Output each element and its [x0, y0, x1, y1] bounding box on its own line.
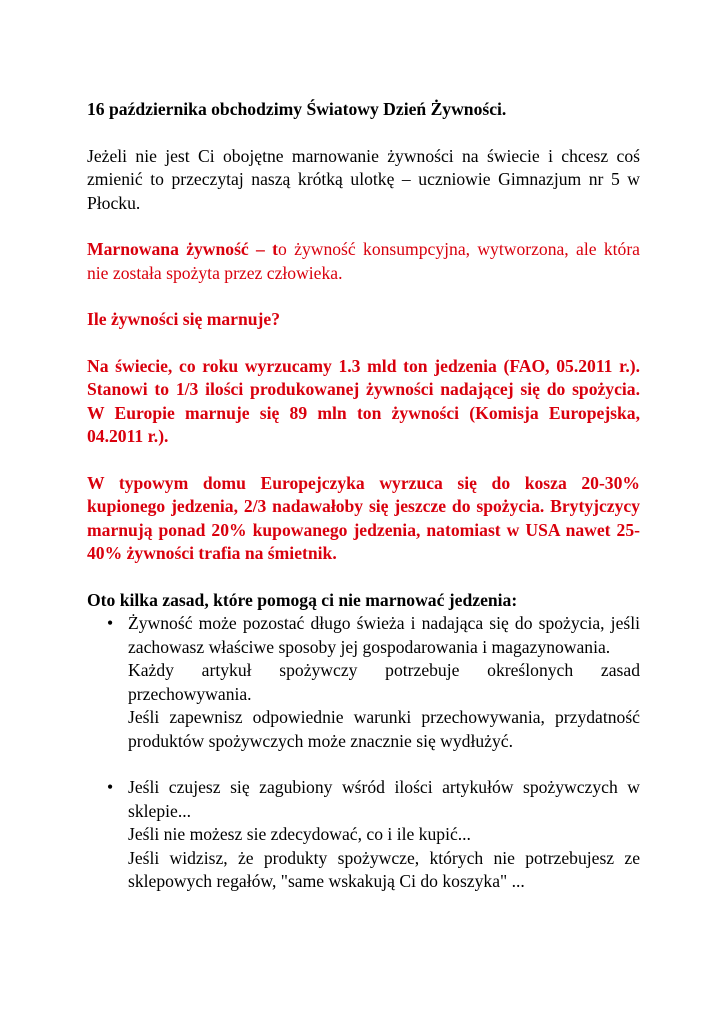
list-item [87, 776, 640, 894]
definition-term: Marnowana żywność – t [87, 239, 279, 259]
document-page [87, 98, 640, 894]
stats-household-paragraph: W typowym domu Europejczyka wyrzuca się do kosza 20-30% kupionego jedzenia, 2/3 nadawałoby się jeszcze do spożycia. Brytyjczycy marnują ponad 20% kupowanego jedzenia, natomiast w USA nawet 25-40% żywności trafia na śmietnik. [87, 472, 640, 563]
list-item-line: Jeśli czujesz się zagubiony wśród ilości artykułów spożywczych w sklepie... [128, 777, 640, 821]
rules-heading: Oto kilka zasad, które pomogą ci nie marnować jedzenia: [87, 589, 518, 610]
rules-list [87, 612, 640, 894]
stats-world-paragraph: Na świecie, co roku wyrzucamy 1.3 mld ton jedzenia (FAO, 05.2011 r.). Stanowi to 1/3 ilości produkowanej żywności nadającej się do spożycia. W Europie marnuje się 89 mln ton żywności (Komisja Europejska, 04.2011 r.). [87, 355, 640, 446]
list-item-line: Jeśli widzisz, że produkty spożywcze, których nie potrzebujesz ze sklepowych regałów, "same wskakują Ci do koszyka" ... [128, 847, 640, 891]
bullet-icon: • [107, 613, 114, 633]
page-title: 16 października obchodzimy Światowy Dzień Żywności. [87, 99, 507, 119]
definition-paragraph [87, 238, 640, 285]
intro-paragraph: Jeżeli nie jest Ci obojętne marnowanie żywności na świecie i chcesz coś zmienić to przeczytaj naszą krótką ulotkę – uczniowie Gimnazjum nr 5 w Płocku. [87, 145, 640, 213]
section-question: Ile żywności się marnuje? [87, 309, 281, 329]
list-item-line: Jeśli nie możesz sie zdecydować, co i ile kupić... [128, 824, 471, 844]
list-item-line: Jeśli zapewnisz odpowiednie warunki przechowywania, przydatność produktów spożywczych może znacznie się wydłużyć. [128, 707, 640, 751]
definition-text: o żywność konsumpcyjna, wytworzona, ale która nie została spożyta przez człowieka. [87, 239, 640, 283]
list-item [87, 612, 640, 753]
list-item-line: Żywność może pozostać długo świeża i nadająca się do spożycia, jeśli zachowasz właściwe sposoby jej gospodarowania i magazynowania. [128, 613, 640, 657]
list-item-line: Każdy artykuł spożywczy potrzebuje określonych zasad przechowywania. [128, 660, 640, 704]
bullet-icon: • [107, 777, 114, 797]
